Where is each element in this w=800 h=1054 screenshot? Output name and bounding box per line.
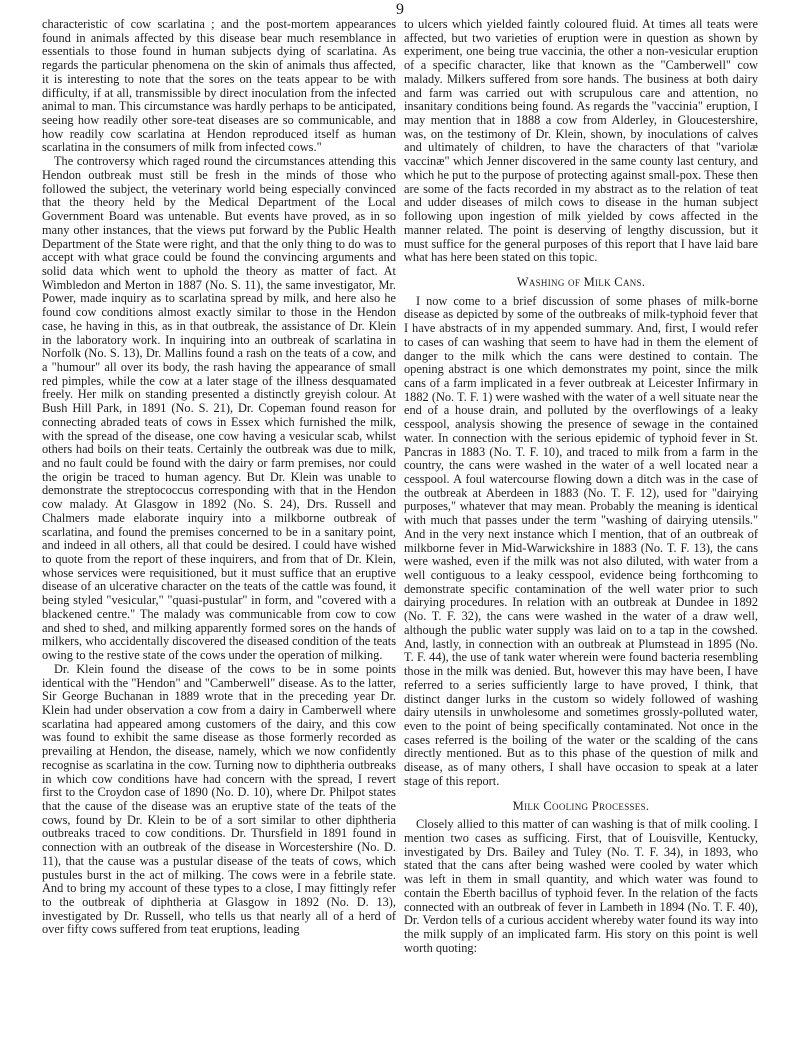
left-column <box>42 18 396 937</box>
paragraph: Closely allied to this matter of can washing is that of milk cooling. I mention two cases as sufficing. First, that of Louisville, Kentucky, investigated by Drs. Bailey and Tuley (No. T. F. 34), in 1893, who stated that the cans after being washed were cooled by water which was left in them in small quantity, and which water was found to contain the Eberth bacillus of typhoid fever. In the relation of the facts connected with an outbreak of fever in Lambeth in 1894 (No. T. F. 40), Dr. Verdon tells of a curious accident whereby water found its way into the milk supply of an implicated farm. His story on this point is well worth quoting: <box>404 817 758 955</box>
right-column <box>404 18 758 955</box>
section-heading-washing-of-milk-cans: Washing of Milk Cans. <box>516 274 646 289</box>
section-heading-milk-cooling-processes: Milk Cooling Processes. <box>512 798 650 813</box>
paragraph: to ulcers which yielded faintly coloured fluid. At times all teats were affected, but two varieties of eruption were in question as shown by experiment, one being true vaccinia, the other a non-vesicular eruption of a specific character, like that known as the "Camberwell" cow malady. Milkers suffered from sore hands. The business at both dairy and farm was carried out with scrupulous care and attention, no insanitary conditions being found. As regards the "vaccinia" eruption, I may mention that in 1888 a cow from Alderley, in Gloucestershire, was, on the testimony of Dr. Klein, shown, by inoculations of calves and ultimately of children, to have the characters of that "variolæ vaccinæ" which Jenner discovered in the same county last century, and which he put to the purpose of protecting against small-pox. These then are some of the facts recorded in my abstract as to the relation of teat and udder diseases of milch cows to disease in the human subject following upon ingestion of milk yielded by cows affected in the manner related. The point is deserving of lengthy discussion, but it must suffice for the general purposes of this report that I have laid bare what has here been stated on this topic. <box>404 17 758 265</box>
paragraph: Dr. Klein found the disease of the cows to be in some points identical with the "Hendon" and "Camberwell" disease. As to the latter, Sir George Buchanan in 1889 wrote that in the preceding year Dr. Klein had under observation a cow from a dairy in Camberwell where scarlatina had appeared among customers of the dairy, and this cow was found to exhibit the same disease as those formerly recorded as prevailing at Hendon, the disease, namely, which we now confidently recognise as scarlatina in the cow. Turning now to diphtheria outbreaks in which cow conditions have had concern with the spread, I revert first to the Croydon case of 1890 (No. D. 10), where Dr. Philpot states that the cause of the disease was an eruptive state of the teats of the cows, found by Dr. Klein to be of a sort similar to other diphtheria outbreaks traced to cow conditions. Dr. Thursfield in 1891 found in connection with an outbreak of the disease in Worcestershire (No. D. 11), that the cause was a pustular disease of the teats of cows, which pustules burst in the act of milking. The cows were in a febrile state. And to bring my account of these types to a close, I may fittingly refer to the outbreak of diphtheria at Glasgow in 1892 (No. D. 13), investigated by Dr. Russell, who tells us that nearly all of a herd of over fifty cows suffered from teat eruptions, leading <box>42 661 396 937</box>
paragraph: The controversy which raged round the circumstances attending this Hendon outbreak must still be fresh in the minds of those who followed the subject, the veterinary world being especially convinced that the theory held by the Medical Department of the Local Government Board was untenable. But events have proved, as in so many other instances, that the views put forward by the Public Health Department of the State were right, and that the only thing to do was to accept with what grace could be found the convincing arguments and solid data which went to uphold the theory as matter of fact. At Wimbledon and Merton in 1887 (No. S. 11), the same investigator, Mr. Power, made inquiry as to scarlatina spread by milk, and here also he found cow conditions almost exactly similar to those in the Hendon case, he having in this, as in that outbreak, the assistance of Dr. Klein in the laboratory work. In inquiring into an outbreak of scarlatina in Norfolk (No. S. 13), Dr. Mallins found a rash on the teats of a cow, and a "humour" all over its body, the rash having the appearance of small red pimples, while the cow at a later stage of the illness desquamated freely. Her milk on standing presented a distinctly greyish colour. At Bush Hill Park, in 1891 (No. S. 21), Dr. Copeman found reason for connecting abraded teats of cows in Essex which furnished the milk, with the spread of the disease, one cow having a vesicular scab, whilst others had boils on their teats. Certainly the outbreak was due to milk, and no fault could be found with the dairy or farm premises, nor could the origin be traced to human agency. But Dr. Klein was unable to demonstrate the streptococcus corresponding with that in the Hendon cow malady. At Glasgow in 1892 (No. S. 24), Drs. Russell and Chalmers made elaborate inquiry into a milkborne outbreak of scarlatina, and found the premises concerned to be in a sanitary point, and indeed in all others, all that could be desired. I could have wished to quote from the report of these inquirers, and from that of Dr. Klein, whose services were requisitioned, but it must suffice that an eruptive disease of an ulcerative character on the teats of the cattle was found, it being styled "vesicular," "quasi-pustular" in form, and "covered with a blackened centre." The malady was communicable from cow to cow and shed to shed, and milking apparently formed sores on the hands of milkers, who accidentally discovered the diseased condition of the teats owing to the restive state of the cows under the operation of milking. <box>42 154 396 663</box>
paragraph: I now come to a brief discussion of some phases of milk-borne disease as depicted by some of the outbreaks of milk-typhoid fever that I have abstracts of in my appended summary. And, first, I would refer to cases of can washing that seem to have had in them the element of danger to the milk which the cans were destined to contain. The opening abstract is one which demonstrates my point, since the milk cans of a farm implicated in a fever outbreak at Leicester Infirmary in 1882 (No. T. F. 1) were washed with the water of a well situate near the end of a house drain, and polluted by the overflowings of a leaky cesspool, analysis showing the presence of sewage in the contained water. In connection with the serious epidemic of typhoid fever in St. Pancras in 1883 (No. T. F. 10), and traced to milk from a farm in the country, the cans were washed in the water of a well located near a cesspool. A foul watercourse flowing down a ditch was in the case of the outbreak at Aberdeen in 1883 (No. T. F. 12), used for "dairying purposes," whatever that may mean. Probably the meaning is identical with much that passes under the term "washing of dairying utensils." And in the very next instance which I mention, that of an outbreak of milkborne fever in Mid-Warwickshire in 1883 (No. T. F. 13), the cans were washed, even if the milk was not also diluted, with water from a well contiguous to a leaky cesspool, evidence being forthcoming to demonstrate specific contamination of the well water prior to such dairying procedures. In relation with an outbreak at Dundee in 1892 (No. T. F. 32), the cans were washed in the water of a draw well, although the public water supply was laid on to a tap in the cowshed. And, lastly, in connection with an outbreak at Plumstead in 1895 (No. T. F. 44), the use of tank water wherein were found bacteria resembling those in the milk was denied. But, however this may have been, I have referred to a series sufficiently large to have proved, I think, that distinct danger lurks in the custom so widely followed of washing dairy utensils in unwholesome and sometimes grossly-polluted water, even to the point of being specifically contaminated. Not once in the cases referred is the boiling of the water or the scalding of the cans directly mentioned. But as to this phase of the question of milk and disease, as of many others, I shall have occasion to speak at a later stage of this report. <box>404 293 758 788</box>
page-number: 9 <box>396 1 404 18</box>
paragraph: characteristic of cow scarlatina ; and the post-mortem appearances found in animals affected by this disease bear much resemblance in essentials to those found in human subjects dying of scarlatina. As regards the particular phenomena on the skin of animals thus affected, it is interesting to note that the sores on the teats appear to be with difficulty, if at all, transmissible by direct inoculation from the infected animal to man. This circumstance was hardly perhaps to be anticipated, seeing how readily other sore-teat diseases are so communicable, and how readily cow scarlatina at Hendon reproduced itself as human scarlatina in the consumers of milk from infected cows." <box>42 17 396 155</box>
